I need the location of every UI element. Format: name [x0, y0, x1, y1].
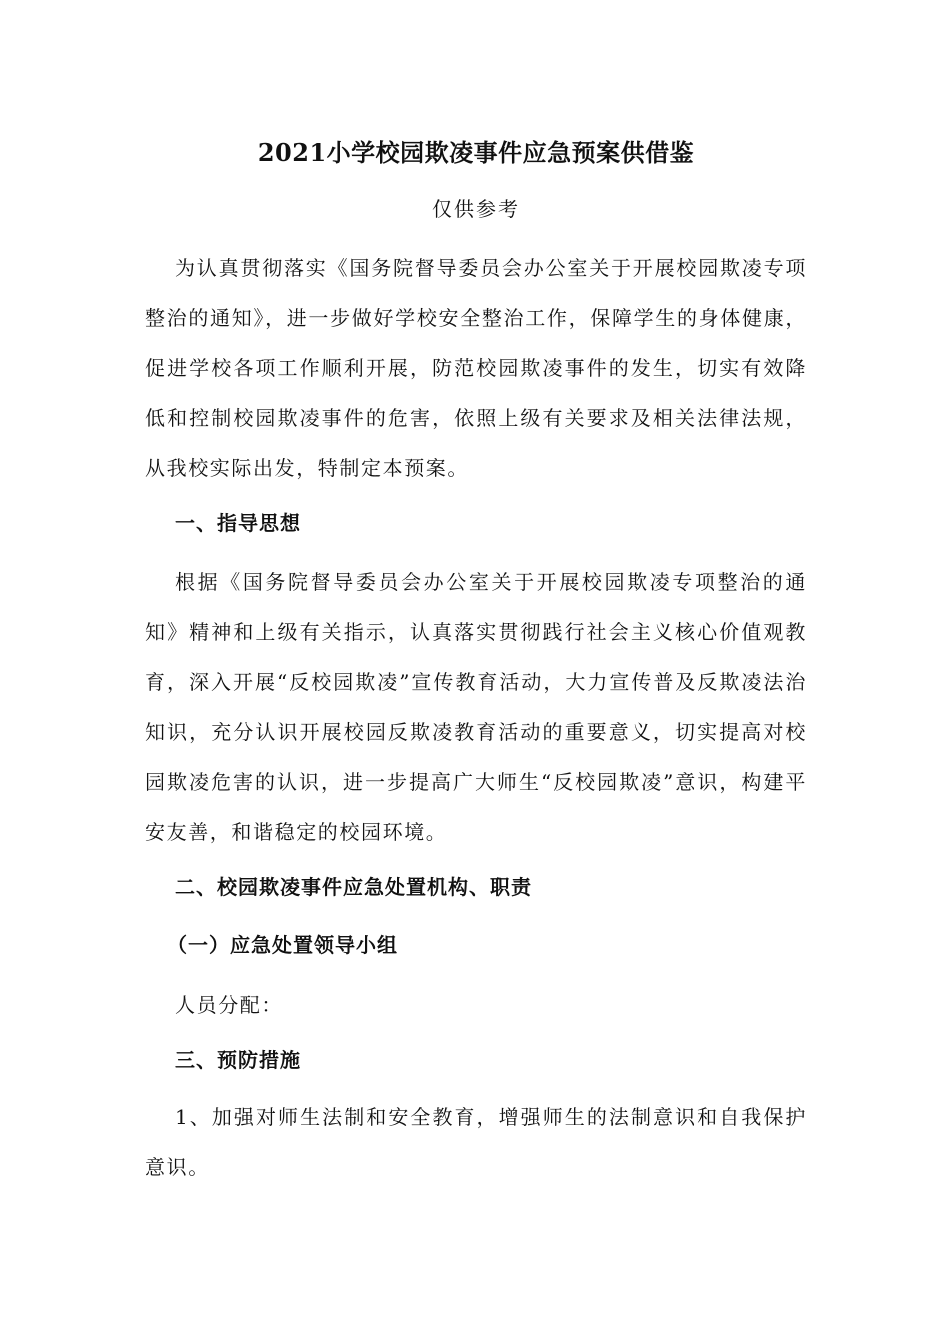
- section3-item1: 1、加强对师生法制和安全教育，增强师生的法制意识和自我保护意识。: [145, 1105, 807, 1179]
- section2-heading: 二、校园欺凌事件应急处置机构、职责: [175, 875, 532, 899]
- section2-sub-heading: （一）应急处置领导小组: [167, 933, 398, 957]
- document-subtitle: 仅供参考: [432, 197, 520, 221]
- intro-paragraph: 为认真贯彻落实《国务院督导委员会办公室关于开展校园欺凌专项整治的通知》，进一步做好学校安全整治工作，保障学生的身体健康，促进学校各项工作顺利开展，防范校园欺凌事件的发生，切实有效降低和控制校园欺凌事件的危害，依照上级有关要求及相关法律法规，从我校实际出发，特制定本预案。: [145, 256, 807, 480]
- section1-body: 根据《国务院督导委员会办公室关于开展校园欺凌专项整治的通知》精神和上级有关指示，认真落实贯彻践行社会主义核心价值观教育，深入开展“反校园欺凌”宣传教育活动，大力宣传普及反欺凌法治知识，充分认识开展校园反欺凌教育活动的重要意义，切实提高对校园欺凌危害的认识，进一步提高广大师生“反校园欺凌”意识，构建平安友善，和谐稳定的校园环境。: [145, 570, 807, 844]
- document-title: 2021小学校园欺凌事件应急预案供借鉴: [257, 138, 695, 167]
- section3-heading: 三、预防措施: [175, 1048, 301, 1072]
- document-page: [145, 0, 807, 1344]
- section1-heading: 一、指导思想: [175, 511, 301, 535]
- staff-label: 人员分配：: [175, 993, 283, 1017]
